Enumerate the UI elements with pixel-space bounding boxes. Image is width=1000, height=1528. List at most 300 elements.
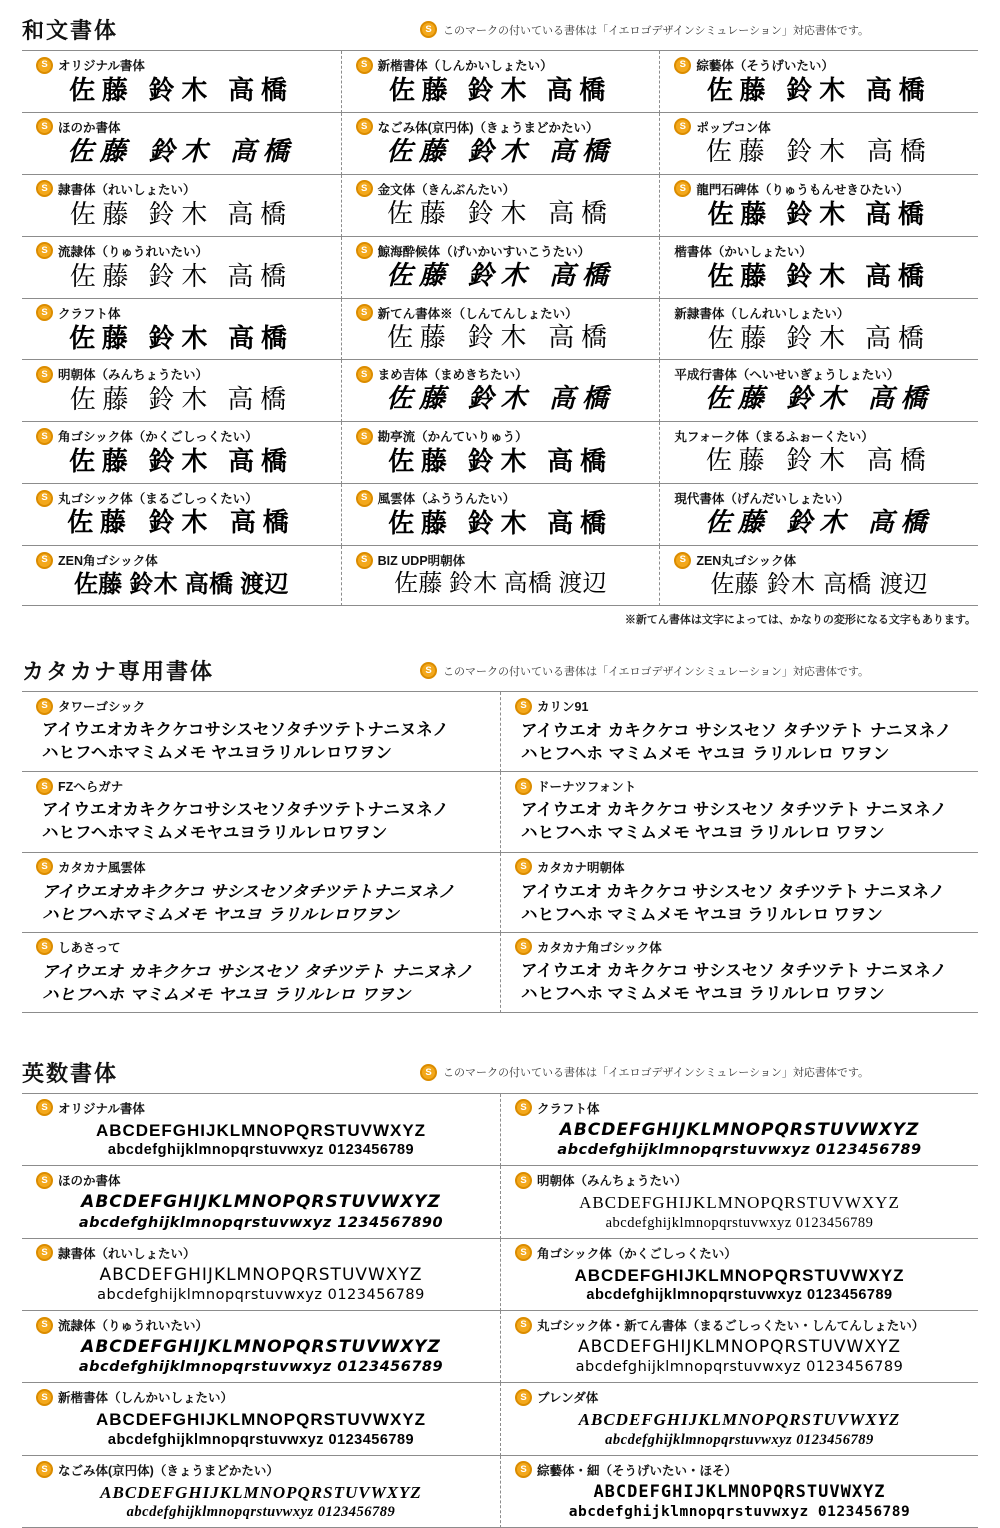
font-label-row bbox=[350, 427, 652, 445]
font-name-label: 楷書体（かいしょたい） bbox=[674, 244, 812, 259]
sample-line: 佐藤 鈴木 高橋 bbox=[705, 136, 933, 167]
sample-line: アイウエオカキクケコサシスセソタチツテトナニヌネノ bbox=[42, 801, 449, 820]
font-name-label: 鯨海酔候体（げいかいすいこうたい） bbox=[377, 244, 591, 259]
font-name-label: 新楷書体（しんかいしょたい） bbox=[58, 1391, 234, 1406]
font-name-label: しあさって bbox=[58, 940, 121, 955]
font-name-label: ブレンダ体 bbox=[537, 1391, 599, 1406]
font-label-row bbox=[350, 304, 652, 322]
s-badge-icon: S bbox=[36, 778, 53, 795]
font-sample-text bbox=[350, 138, 652, 168]
sample-line: abcdefghijklmnopqrstuvwxyz 0123456789 bbox=[97, 1286, 425, 1303]
font-name-label: クラフト体 bbox=[537, 1101, 600, 1116]
sample-line: アイウエオカキクケコサシスセソタチツテトナニヌネノ bbox=[42, 721, 449, 740]
sample-line: abcdefghijklmnopqrstuvwxyz 0123456789 bbox=[586, 1286, 893, 1303]
font-sample-text bbox=[30, 1120, 492, 1159]
s-badge-icon: S bbox=[356, 242, 373, 259]
sample-line: abcdefghijklmnopqrstuvwxyz 0123456789 bbox=[605, 1431, 874, 1448]
s-badge-icon: S bbox=[36, 858, 53, 875]
sample-line: 佐藤 鈴木 高橋 渡辺 bbox=[394, 571, 607, 598]
font-name-label: 流隷体（りゅうれいたい） bbox=[58, 244, 209, 259]
font-sample-cell bbox=[22, 1456, 500, 1528]
sample-line: 佐藤 鈴木 高橋 bbox=[706, 75, 932, 105]
sample-line: アイウエオ カキクケコ サシスセソ タチツテト ナニヌネノ bbox=[521, 801, 947, 820]
font-name-label: 新楷書体（しんかいしょたい） bbox=[377, 59, 553, 73]
s-badge-icon: S bbox=[515, 858, 532, 875]
font-sample-cell bbox=[22, 772, 500, 852]
sample-line: 佐藤 鈴木 高橋 bbox=[705, 508, 934, 539]
font-sample-cell bbox=[22, 1311, 500, 1383]
font-name-label: 隷書体（れいしょたい） bbox=[58, 1246, 196, 1261]
sample-line: 佐藤 鈴木 高橋 渡辺 bbox=[74, 571, 289, 599]
font-label-row bbox=[668, 551, 970, 569]
font-sample-text bbox=[509, 1337, 970, 1376]
sample-line: 佐藤 鈴木 高橋 bbox=[67, 136, 296, 167]
font-label-row bbox=[509, 777, 970, 795]
font-name-label: カタカナ風雲体 bbox=[58, 860, 146, 875]
sample-line: アイウエオカキクケコ サシスセソタチツテトナニヌネノ bbox=[42, 881, 455, 901]
font-name-label: ドーナツフォント bbox=[537, 780, 637, 795]
sample-line: 佐藤 鈴木 高橋 bbox=[707, 323, 931, 353]
font-name-label: ZEN角ゴシック体 bbox=[58, 554, 158, 569]
font-sample-text bbox=[30, 1482, 492, 1521]
font-label-row bbox=[668, 489, 970, 507]
s-badge-icon: S bbox=[356, 118, 373, 135]
sample-line: ハヒフヘホ マミムメモ ヤユヨ ラリルレロ ワヲン bbox=[521, 824, 885, 843]
font-sample-text bbox=[668, 509, 970, 539]
sample-line: abcdefghijklmnopqrstuvwxyz 0123456789 bbox=[107, 1431, 415, 1448]
font-sample-cell bbox=[341, 484, 660, 546]
japanese-font-grid bbox=[22, 50, 978, 606]
section-title: 英数書体 bbox=[22, 1060, 119, 1086]
font-sample-cell bbox=[500, 1383, 978, 1455]
font-sample-cell bbox=[659, 546, 978, 606]
font-sample-cell bbox=[22, 1166, 500, 1238]
s-badge-icon: S bbox=[515, 1099, 532, 1116]
font-label-row bbox=[30, 427, 333, 445]
sample-line: ABCDEFGHIJKLMNOPQRSTUVWXYZ bbox=[574, 1265, 905, 1285]
font-name-label: カタカナ角ゴシック体 bbox=[537, 940, 662, 955]
font-sample-text bbox=[668, 138, 970, 168]
alphanumeric-font-grid bbox=[22, 1093, 978, 1528]
font-sample-cell bbox=[341, 546, 660, 606]
sample-line: ハヒフヘホ マミムメモ ヤユヨ ラリルレロ ワヲン bbox=[521, 984, 885, 1003]
font-sample-text bbox=[509, 1409, 970, 1448]
sample-line: 佐藤 鈴木 高橋 bbox=[387, 322, 614, 353]
sample-line: 佐藤 鈴木 高橋 bbox=[388, 508, 613, 539]
s-badge-icon: S bbox=[36, 57, 53, 74]
font-label-row bbox=[30, 777, 492, 795]
sample-line: ABCDEFGHIJKLMNOPQRSTUVWXYZ bbox=[559, 1119, 920, 1140]
s-badge-icon: S bbox=[356, 428, 373, 445]
font-sample-cell bbox=[659, 113, 978, 175]
font-sample-text bbox=[350, 509, 652, 539]
simulation-note bbox=[420, 21, 869, 38]
font-label-row bbox=[30, 1388, 492, 1406]
font-label-row bbox=[350, 180, 652, 198]
font-sample-cell bbox=[341, 113, 660, 175]
font-sample-text bbox=[30, 571, 333, 599]
font-label-row bbox=[30, 1461, 492, 1479]
sample-line: ABCDEFGHIJKLMNOPQRSTUVWXYZ bbox=[578, 1410, 901, 1430]
s-badge-icon: S bbox=[356, 304, 373, 321]
font-name-label: カタカナ明朝体 bbox=[537, 860, 625, 875]
font-sample-cell bbox=[500, 1239, 978, 1311]
sample-line: 佐藤 鈴木 高橋 渡辺 bbox=[710, 570, 928, 599]
font-sample-cell bbox=[22, 546, 341, 606]
font-sample-cell bbox=[500, 1166, 978, 1238]
simulation-note bbox=[420, 1064, 869, 1081]
section-alphanumeric-fonts bbox=[22, 1055, 978, 1528]
font-sample-text bbox=[30, 719, 492, 765]
font-sample-cell bbox=[500, 1094, 978, 1166]
font-sample-cell bbox=[659, 299, 978, 361]
font-sample-text bbox=[30, 960, 492, 1006]
font-sample-cell bbox=[22, 1094, 500, 1166]
section-header bbox=[22, 653, 978, 691]
font-sample-text bbox=[30, 76, 333, 106]
sample-line: 佐藤 鈴木 高橋 bbox=[386, 384, 615, 415]
font-sample-text bbox=[509, 1482, 970, 1521]
s-badge-icon: S bbox=[420, 662, 437, 679]
font-sample-text bbox=[509, 960, 970, 1006]
s-badge-icon: S bbox=[36, 938, 53, 955]
font-sample-text bbox=[509, 719, 970, 765]
simulation-note-text: このマークの付いている書体は「イエロゴデザインシミュレーション」対応書体です。 bbox=[443, 665, 869, 678]
font-name-label: 龍門石碑体（りゅうもんせきひたい） bbox=[696, 182, 909, 197]
section-katakana-fonts bbox=[22, 653, 978, 1013]
s-badge-icon: S bbox=[356, 490, 373, 507]
font-sample-text bbox=[509, 799, 970, 845]
seal-script-footnote: ※新てん書体は文字によっては、かなりの変形になる文字もあります。 bbox=[624, 614, 976, 627]
s-badge-icon: S bbox=[36, 1244, 53, 1261]
font-name-label: 丸ゴシック体・新てん書体（まるごしっくたい・しんてんしょたい） bbox=[537, 1319, 925, 1333]
sample-line: ABCDEFGHIJKLMNOPQRSTUVWXYZ bbox=[99, 1264, 423, 1285]
font-sample-text bbox=[30, 1409, 492, 1448]
font-label-row bbox=[30, 365, 333, 383]
sample-line: abcdefghijklmnopqrstuvwxyz 0123456789 bbox=[575, 1359, 904, 1376]
section-title: カタカナ専用書体 bbox=[22, 659, 215, 685]
font-label-row bbox=[30, 858, 492, 876]
font-sample-cell bbox=[500, 853, 978, 933]
font-sample-cell bbox=[22, 933, 500, 1013]
font-sample-text bbox=[668, 447, 970, 477]
font-sample-text bbox=[350, 324, 652, 354]
sample-line: ハヒフヘホ マミムメモ ヤユヨ ラリルレロ ワヲン bbox=[42, 984, 411, 1004]
s-badge-icon: S bbox=[515, 778, 532, 795]
font-sample-text bbox=[509, 1120, 970, 1159]
s-badge-icon: S bbox=[36, 242, 53, 259]
font-name-label: タワーゴシック bbox=[58, 700, 146, 715]
font-sample-cell bbox=[659, 422, 978, 484]
font-label-row bbox=[509, 697, 970, 715]
font-name-label: なごみ体(京円体)（きょうまどかたい） bbox=[377, 120, 599, 135]
font-label-row bbox=[668, 304, 970, 322]
font-label-row bbox=[668, 56, 970, 74]
sample-line: 佐藤 鈴木 高橋 bbox=[707, 199, 931, 229]
s-badge-icon: S bbox=[36, 366, 53, 383]
font-sample-text bbox=[350, 262, 652, 292]
font-sample-text bbox=[30, 880, 492, 926]
font-label-row bbox=[30, 1099, 492, 1117]
font-name-label: 風雲体（ふううんたい） bbox=[377, 492, 516, 507]
sample-line: abcdefghijklmnopqrstuvwxyz 0123456789 bbox=[568, 1504, 911, 1520]
s-badge-icon: S bbox=[515, 1317, 532, 1334]
s-badge-icon: S bbox=[356, 57, 373, 74]
font-sample-text bbox=[668, 200, 970, 230]
sample-line: 佐藤 鈴木 高橋 bbox=[705, 384, 934, 415]
font-label-row bbox=[350, 56, 652, 74]
font-sample-cell bbox=[341, 299, 660, 361]
font-sample-cell bbox=[659, 175, 978, 237]
sample-line: 佐藤 鈴木 高橋 bbox=[69, 199, 293, 229]
font-name-label: 明朝体（みんちょうたい） bbox=[58, 368, 209, 383]
s-badge-icon: S bbox=[515, 1244, 532, 1261]
font-name-label: 明朝体（みんちょうたい） bbox=[537, 1174, 688, 1189]
s-badge-icon: S bbox=[36, 1172, 53, 1189]
font-name-label: 現代書体（げんだいしょたい） bbox=[674, 492, 850, 507]
font-name-label: なごみ体(京円体)（きょうまどかたい） bbox=[58, 1463, 279, 1478]
font-label-row bbox=[668, 118, 970, 136]
sample-line: ABCDEFGHIJKLMNOPQRSTUVWXYZ bbox=[95, 1410, 427, 1430]
s-badge-icon: S bbox=[36, 1099, 53, 1116]
font-label-row bbox=[350, 118, 652, 136]
font-sample-cell bbox=[22, 237, 341, 299]
font-sample-text bbox=[30, 509, 333, 539]
font-label-row bbox=[30, 697, 492, 715]
sample-line: アイウエオ カキクケコ サシスセソ タチツテト ナニヌネノ bbox=[521, 961, 947, 980]
font-label-row bbox=[30, 180, 333, 198]
font-name-label: 勘亭流（かんていりゅう） bbox=[377, 430, 528, 445]
sample-line: ABCDEFGHIJKLMNOPQRSTUVWXYZ bbox=[100, 1482, 422, 1502]
s-badge-icon: S bbox=[36, 698, 53, 715]
s-badge-icon: S bbox=[674, 57, 691, 74]
s-badge-icon: S bbox=[515, 1461, 532, 1478]
s-badge-icon: S bbox=[36, 118, 53, 135]
font-sample-cell bbox=[659, 484, 978, 546]
font-label-row bbox=[350, 242, 652, 260]
font-label-row bbox=[509, 1461, 970, 1479]
font-sample-cell bbox=[22, 299, 341, 361]
sample-line: 佐藤 鈴木 高橋 bbox=[388, 76, 613, 105]
font-sample-text bbox=[30, 262, 333, 292]
font-name-label: ほのか書体 bbox=[58, 1174, 121, 1189]
font-label-row bbox=[509, 1171, 970, 1189]
font-sample-cell bbox=[22, 853, 500, 933]
font-sample-cell bbox=[500, 772, 978, 852]
font-label-row bbox=[509, 1388, 970, 1406]
font-sample-text bbox=[668, 571, 970, 599]
sample-line: 佐藤 鈴木 高橋 bbox=[386, 260, 615, 291]
font-name-label: オリジナル書体 bbox=[58, 59, 145, 73]
font-sample-cell bbox=[22, 1239, 500, 1311]
font-name-label: ポップコン体 bbox=[696, 120, 771, 135]
font-sample-text bbox=[350, 385, 652, 415]
s-badge-icon: S bbox=[515, 1172, 532, 1189]
font-sample-cell bbox=[341, 422, 660, 484]
font-sample-text bbox=[30, 200, 333, 230]
sample-line: ABCDEFGHIJKLMNOPQRSTUVWXYZ bbox=[593, 1481, 886, 1502]
font-label-row bbox=[30, 938, 492, 956]
font-sample-text bbox=[668, 262, 970, 292]
font-label-row bbox=[350, 489, 652, 507]
s-badge-icon: S bbox=[420, 1064, 437, 1081]
font-name-label: 新てん書体※（しんてんしょたい） bbox=[377, 306, 578, 321]
font-name-label: FZへらガナ bbox=[58, 780, 124, 795]
sample-line: ハヒフヘホ マミムメモ ヤユヨ ラリルレロ ワヲン bbox=[521, 904, 883, 924]
font-sample-text bbox=[30, 1192, 492, 1231]
sample-line: abcdefghijklmnopqrstuvwxyz 0123456789 bbox=[107, 1142, 415, 1159]
font-sample-text bbox=[350, 76, 652, 106]
font-name-label: 綜藝体・細（そうげいたい・ほそ） bbox=[537, 1463, 738, 1478]
sample-line: 佐藤 鈴木 高橋 bbox=[69, 75, 294, 105]
font-name-label: BIZ UDP明朝体 bbox=[377, 554, 466, 569]
font-label-row bbox=[509, 1316, 970, 1334]
section-title: 和文書体 bbox=[22, 18, 119, 43]
s-badge-icon: S bbox=[36, 552, 53, 569]
sample-line: 佐藤 鈴木 高橋 bbox=[705, 446, 933, 477]
s-badge-icon: S bbox=[674, 552, 691, 569]
simulation-note bbox=[420, 662, 869, 679]
s-badge-icon: S bbox=[36, 1317, 53, 1334]
font-sample-cell bbox=[659, 360, 978, 422]
font-name-label: 綜藝体（そうげいたい） bbox=[696, 59, 834, 73]
font-sample-cell bbox=[500, 933, 978, 1013]
sample-line: 佐藤 鈴木 高橋 bbox=[707, 261, 931, 291]
font-label-row bbox=[30, 1171, 492, 1189]
font-label-row bbox=[30, 242, 333, 260]
font-name-label: クラフト体 bbox=[58, 306, 121, 321]
font-name-label: 角ゴシック体（かくごしっくたい） bbox=[537, 1246, 737, 1261]
font-sample-cell bbox=[22, 113, 341, 175]
font-label-row bbox=[30, 304, 333, 322]
font-sample-text bbox=[30, 447, 333, 477]
font-label-row bbox=[30, 551, 333, 569]
s-badge-icon: S bbox=[515, 938, 532, 955]
font-name-label: 平成行書体（へいせいぎょうしょたい） bbox=[674, 368, 900, 383]
sample-line: 佐藤 鈴木 高橋 bbox=[69, 322, 294, 353]
font-sample-text bbox=[30, 324, 333, 354]
s-badge-icon: S bbox=[36, 428, 53, 445]
font-sample-cell bbox=[341, 360, 660, 422]
sample-line: ABCDEFGHIJKLMNOPQRSTUVWXYZ bbox=[577, 1337, 902, 1357]
font-sample-cell bbox=[22, 175, 341, 237]
font-name-label: オリジナル書体 bbox=[58, 1101, 145, 1116]
sample-line: abcdefghijklmnopqrstuvwxyz 0123456789 bbox=[126, 1504, 396, 1520]
s-badge-icon: S bbox=[36, 490, 53, 507]
s-badge-icon: S bbox=[674, 118, 691, 135]
font-label-row bbox=[668, 180, 970, 198]
font-sample-text bbox=[30, 138, 333, 168]
s-badge-icon: S bbox=[420, 21, 437, 38]
font-name-label: 隷書体（れいしょたい） bbox=[58, 182, 196, 197]
font-label-row bbox=[30, 1316, 492, 1334]
s-badge-icon: S bbox=[356, 366, 373, 383]
font-label-row bbox=[668, 427, 970, 445]
sample-line: 佐藤 鈴木 高橋 bbox=[388, 446, 613, 477]
sample-line: ABCDEFGHIJKLMNOPQRSTUVWXYZ bbox=[95, 1120, 427, 1140]
section-header bbox=[22, 12, 978, 50]
font-name-label: 新隷書体（しんれいしょたい） bbox=[674, 306, 850, 321]
sample-line: abcdefghijklmnopqrstuvwxyz 0123456789 bbox=[605, 1214, 874, 1231]
simulation-note-text: このマークの付いている書体は「イエロゴデザインシミュレーション」対応書体です。 bbox=[443, 24, 869, 37]
font-sample-cell bbox=[22, 422, 341, 484]
font-sample-cell bbox=[659, 237, 978, 299]
font-sample-text bbox=[668, 76, 970, 106]
font-name-label: 丸ゴシック体（まるごしっくたい） bbox=[58, 492, 258, 507]
font-name-label: まめ吉体（まめきちたい） bbox=[377, 368, 528, 383]
sample-line: アイウエオ カキクケコ サシスセソ タチツテト ナニヌネノ bbox=[521, 721, 952, 741]
font-sample-text bbox=[30, 385, 333, 415]
sample-line: アイウエオ カキクケコ サシスセソ タチツテト ナニヌネノ bbox=[42, 961, 473, 981]
font-sample-cell bbox=[22, 692, 500, 772]
sample-line: ハヒフヘホ マミムメモ ヤユヨ ラリルレロ ワヲン bbox=[521, 744, 890, 764]
sample-line: アイウエオ カキクケコ サシスセソ タチツテト ナニヌネノ bbox=[521, 881, 945, 901]
font-label-row bbox=[509, 1244, 970, 1262]
sample-line: ハヒフヘホマミムメモ ヤユヨラリルレロワヲン bbox=[42, 744, 393, 763]
font-name-label: 角ゴシック体（かくごしっくたい） bbox=[58, 430, 258, 445]
sample-line: ハヒフヘホマミムメモヤユヨラリルレロワヲン bbox=[42, 824, 388, 843]
font-sample-text bbox=[350, 571, 652, 599]
sample-line: 佐藤 鈴木 高橋 bbox=[387, 198, 614, 229]
font-label-row bbox=[350, 551, 652, 569]
font-sample-cell bbox=[22, 484, 341, 546]
sample-line: 佐藤 鈴木 高橋 bbox=[69, 261, 293, 291]
sample-line: ハヒフヘホマミムメモ ヤユヨ ラリルレロワヲン bbox=[42, 904, 399, 924]
font-name-label: ほのか書体 bbox=[58, 120, 121, 135]
font-label-row bbox=[509, 938, 970, 956]
s-badge-icon: S bbox=[356, 552, 373, 569]
sample-line: abcdefghijklmnopqrstuvwxyz 0123456789 bbox=[78, 1359, 444, 1376]
font-sample-text bbox=[509, 1265, 970, 1304]
sample-line: 佐藤 鈴木 高橋 bbox=[386, 136, 615, 167]
font-label-row bbox=[509, 1099, 970, 1117]
font-sample-cell bbox=[659, 51, 978, 113]
font-sample-text bbox=[509, 1192, 970, 1231]
sample-line: 佐藤 鈴木 高橋 bbox=[69, 446, 294, 477]
font-sample-cell bbox=[341, 51, 660, 113]
katakana-font-grid bbox=[22, 691, 978, 1013]
sample-line: abcdefghijklmnopqrstuvwxyz 0123456789 bbox=[557, 1142, 922, 1159]
s-badge-icon: S bbox=[515, 698, 532, 715]
font-label-row bbox=[668, 365, 970, 383]
font-sample-cell bbox=[500, 1456, 978, 1528]
sample-line: ABCDEFGHIJKLMNOPQRSTUVWXYZ bbox=[81, 1337, 441, 1357]
font-sample-text bbox=[668, 324, 970, 354]
s-badge-icon: S bbox=[36, 180, 53, 197]
font-sample-text bbox=[350, 447, 652, 477]
s-badge-icon: S bbox=[515, 1389, 532, 1406]
font-label-row bbox=[30, 118, 333, 136]
font-name-label: 流隷体（りゅうれいたい） bbox=[58, 1319, 209, 1333]
font-sample-text bbox=[350, 200, 652, 230]
s-badge-icon: S bbox=[356, 180, 373, 197]
font-label-row bbox=[30, 1244, 492, 1262]
font-sample-cell bbox=[500, 692, 978, 772]
s-badge-icon: S bbox=[36, 304, 53, 321]
font-label-row bbox=[668, 242, 970, 260]
sample-line: ABCDEFGHIJKLMNOPQRSTUVWXYZ bbox=[579, 1193, 900, 1213]
font-sample-cell bbox=[22, 51, 341, 113]
sample-line: 佐藤 鈴木 高橋 bbox=[69, 385, 293, 415]
font-sample-text bbox=[668, 385, 970, 415]
font-name-label: 金文体（きんぶんたい） bbox=[377, 182, 516, 197]
s-badge-icon: S bbox=[36, 1461, 53, 1478]
simulation-note-text: このマークの付いている書体は「イエロゴデザインシミュレーション」対応書体です。 bbox=[443, 1067, 869, 1080]
font-sample-cell bbox=[341, 175, 660, 237]
font-sample-cell bbox=[22, 1383, 500, 1455]
s-badge-icon: S bbox=[674, 180, 691, 197]
font-sample-text bbox=[30, 1337, 492, 1376]
